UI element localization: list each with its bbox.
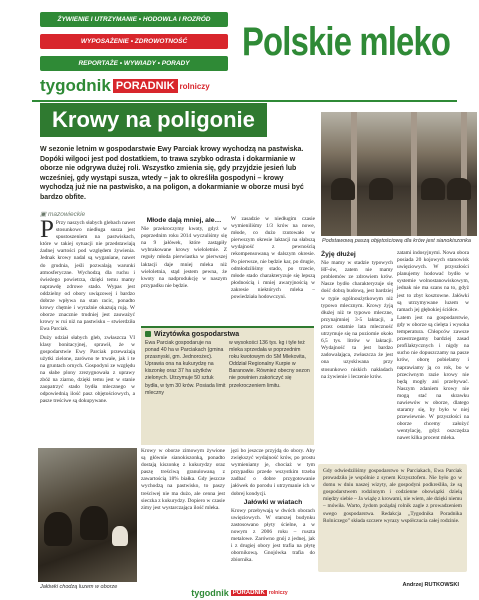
col4-paragraph-2: Krowy przebywają w dwóch oborach uwięziowych. W starszej budynku zastosowano płyty ścielne, a w nowym z 2006 roku – ruszta metalowe. Zarówno gnój z jednej, jak i z drugiej obory jest trafia na płytę obornikową. Gnojówka trafia do zbiornika. <box>231 507 315 564</box>
brand-logo <box>40 74 210 98</box>
cow-shape <box>112 526 128 546</box>
column-4 <box>321 250 393 382</box>
col1-paragraph-1-text: Przy naszych słabych glebach nawet stosunkowo niedługa susza jest spustoszeniem na pastwiskach, które w takiej sytuacji nie przedstawiają żadnej wartości pod względem żywienia. Jednak krowy nadal są wyganiane, nawet do grudnia, jeśli pozwalają warunki atmosferyczne. Wychodzą dla ruchu i świeżego powietrza, dzięki temu mamy naprawdę zdrowe stado. Wypas jest oddzielny od obory uwiązowej i bardzo dobrze wpływa na stan racic, ponadto krowy chętnie i wyraźnie okazują rują. W oborze znacznie trudniej jest zauważyć krowy w rui niż na pastwisku – stwierdziła Ewa Parciak. <box>40 220 135 333</box>
footer-poradnik: PORADNIK <box>232 590 265 596</box>
column-5 <box>397 250 469 444</box>
note-box <box>318 464 467 572</box>
photo-top-caption: Podstawową paszą objętościową dla krów jest sianokiszonka <box>322 238 471 244</box>
col2-heading: Młode dają mniej, ale… <box>146 217 222 224</box>
col1-paragraph-2: Duży udział słabych gleb, zwłaszcza VI klasy bonitacyjnej, sprawił, że w gospodarstwie Ewy Parciak przeważają użytki zielone, zarówno te trwałe, jak i te na gruntach ornych. Gospodyni ze względu na słabe plony zrezygnowała z uprawy zbóż na ziarno, dzięki temu jest w stanie zaopatrzyć stado bydła mlecznego w odpowiednią ilość pasz objętościowych, a pasze treściwe są dokupywane. <box>40 334 135 405</box>
note-text: Gdy odwiedziliśmy gospodarstwo w Parciakach, Ewa Parciak prowadziła je wspólnie z synem Krzysztofem. Nie było go w domu w dniu naszej wizyty, ale gospodyni podkreśliła, że są gospodarstwem rodzinnym i codzienne obowiązki dzielą między siebie – Ja wiążę z krowami, nie wiem, ale dzięki niemu – mówiła. Warto, żydom pożądaj rolnik zagle z prowadzeniem swego gospodarstwa. Redakcja „Tygodnika Poradnika Rolniczego” składa szczere wyrazy współczucia całej rodzinie. <box>323 468 462 524</box>
region-tag: ▣ mazowieckie <box>40 211 86 218</box>
region-tag-label: mazowieckie <box>47 211 86 218</box>
col2-paragraph: Nie przekroczymy kwoty, gdyż w poprzednim roku 2014 wyczuliśmy się na 9 jałówek, które zastąpiły wybrakowane krowy wieloletnie. Z reguły młoda pierwiastka w pierwszej laktacji daje mniej mleka niż wieloletnia, stąd jestem pewna, że kwoty na nadprodukcję w naszym przypadku nie będzie. <box>141 226 227 289</box>
column-1 <box>40 216 135 406</box>
article-lead: W sezonie letnim w gospodarstwie Ewy Parciak krowy wychodzą na pastwiska. Dopóki wilgoci jest pod dostatkiem, to trawa szybko odrasta i dokarmianie w oborze nie odgrywa dużej roli. Wszystko zmienia się, gdy przyjdzie jesień lub wcześniej, gdy wystąpi susza, wtedy – jak to określiła gospodyni – krowy wychodzą już nie na pastwisko, a na poligon, a dokarmianie w oborze musi być bardzo obfite. <box>40 146 304 201</box>
footer-rolniczy: rolniczy <box>268 590 288 596</box>
photo-bottom-caption: Jałówki chodzą luzem w oborze <box>40 584 118 590</box>
infobox-title-label: Wizytówka gospodarstwa <box>154 331 240 338</box>
category-bar-2: WYPOSAŻENIE • ZDROWOTNOŚĆ <box>40 34 228 49</box>
column-2b <box>141 448 225 513</box>
col1-paragraph-1: P Przy naszych słabych glebach nawet stosunkowo niedługa susza jest spustoszeniem na pastwiskach, które w takiej sytuacji nie przedstawiają żadnej wartości pod względem żywienia. Jednak krowy nadal są wyganiane, nawet do grudnia, jeśli pozwalają warunki atmosferyczne. Wychodzą dla ruchu i świeżego powietrza, dzięki temu mamy naprawdę zdrowe stado. Wypas jest oddzielny od obory uwiązowej i bardzo dobrze wpływa na stan racic, ponadto krowy chętnie i wyraźnie okazują rują. W oborze znacznie trudniej jest zauważyć krowy w rui niż na pastwisku – stwierdziła Ewa Parciak. <box>40 216 135 333</box>
infobox-icon <box>145 331 151 337</box>
col4-paragraph-1: Nie mamy w stadzie typowych HF-ów, zatem nie mamy problemów ze zdrowiem krów. Nasze bydło charakteryzuje się dość dobrą budową, jest bardziej w typie ogólnoużytkowym niż typowo mlecznym. Krowy żyją dłużej niż te typowo mleczne, przynajmniej 3-5 laktacji, a przez ostatnie lata mleczność utrzymuje się na poziomie około 6,5 tys. litrów w laktacji. Wydajność ta jest bardzo zadowalająca, zwłaszcza że jest ona uzyskiwana przy stosunkowo niskich nakładach na żywienie i leczenie krów. <box>321 260 393 380</box>
brand-rolniczy: rolniczy <box>179 81 210 91</box>
column-3b <box>231 448 315 566</box>
barn-post <box>411 112 417 236</box>
infobox-text-right: w wysokości 136 tys. kg i tyle też mleka sprzedała w poprzednim roku kwotowym do SM Mlekovita, Oddział Regionalny Kurpie w Baranowie. Również obecny sezon nie powinien zakończyć się przekroczeniem limitu. <box>229 340 310 389</box>
col3-paragraph: W zasadzie w niedługim czasie wymieniliśmy 1/3 krów na nowe, młode, co dużo rzutowało w pierwszym okresie laktacji na słabszą wydajność z pewnością rekompensowaną w dalszym okresie. Po pierwsze, nie będzie kar, po drugie, odmłodziliśmy stado, po trzecie, młode stado charakteryzuje się lepszą płodnością i mniej awaryjnością w zakresie niektórych mleka – powiedziała hodowczyni. <box>231 216 315 301</box>
cow-shape <box>421 178 445 200</box>
farm-infobox <box>141 326 314 445</box>
footer-logo <box>0 586 479 600</box>
column-2 <box>141 216 227 291</box>
col4-heading-2: Jałówki w wiatach <box>243 498 303 506</box>
infobox-title <box>145 331 310 338</box>
infobox-text-left: Ewa Parciak gospodaruje na ponad 40 ha w Parciakach (gmina przasnyski, gm. Jednorożec). Uprawia ona na kukurydzę na kiszonkę oraz 37 ha użytków zielonych. Utrzymuje 50 sztuk bydła, w tym 30 krów. Posiada limit mleczny <box>145 340 226 396</box>
cow-shape <box>44 512 72 546</box>
col4-heading: Żyję dłużej <box>321 251 356 258</box>
article-title: Krowy na poligonie <box>40 103 267 137</box>
footer-tygodnik: tygodnik <box>191 588 229 598</box>
barn-post <box>351 112 357 236</box>
col5-paragraph-1: zatami indosyjnymi. Nowa obora posiada 20 kojowych stanowisk uwięziowych. W przyszłości planujemy hodować bydło w systemie wolnostanowiskowym, jednak nie ma szans na to, gdyż jest to zbyt kosztowne. Jałówki są utrzymywane luzem w ramach jej głębokiej ściółce. <box>397 250 469 313</box>
col5-paragraph-2: Latem jest na gospodarstwie, gdy w oborze są cielęta i wysoka temperatura. Chłopców zawsze przestrzegamy bardziej zasad profilaktycznych i nigdy na sucho nie dopuszczamy na pasze krów, oborę pobielamy i naprawiamy ją co rok, bo w przeciwnym razie krowy nie będą mogły ani przebywać. Naszym zdaniem krowy nie mogą stać na skrawku nawiewów w oborze, dlatego staramy się, by było w niej przewiewnie. W przyszłości na oborze chcemy założyć wentylację, gdyż oszczędza nawet kilka procent mleka. <box>397 314 469 442</box>
cow-shape <box>80 506 108 540</box>
barn-post <box>461 112 467 236</box>
section-title: Polskie mleko <box>242 20 451 64</box>
header-rule <box>32 100 457 102</box>
brand-tygodnik: tygodnik <box>40 76 111 95</box>
masthead <box>0 0 479 102</box>
photo-heifers <box>38 448 137 582</box>
col3b-paragraph: jęzi bo jeszcze przyjdą do obory. Aby zwiększyć wydajność krów, po prostu wymieniamy je, chociaż w tym przypadku przede wszystkim trzeba zadbać o dobre przygotowanie jałówek do porodu i utrzymanie ich w dobrej kondycji. <box>231 448 315 497</box>
col2b-paragraph: Krowy w oborze zimowym żywione są głównie sianokiszonką, ponadto dostają kiszonkę z kukurydzy oraz paszę treściwą granulowaną z zawartością 18% białka. Gdy jeszcze wychodzą na pastwisko, to paszy treściwej nie ma dużo, ale cenna jest sieczka z kukurydzy. Dopiero w czasie zimy jest wystarczająca ilość mleka. <box>141 448 225 511</box>
category-bar-3: REPORTAŻE • WYWIADY • PORADY <box>40 56 228 71</box>
brand-poradnik: PORADNIK <box>113 79 178 93</box>
cow-shape <box>331 178 355 200</box>
cow-shape <box>369 178 393 200</box>
author-name: Andrzej RUTKOWSKI <box>402 582 459 588</box>
column-3 <box>231 216 315 302</box>
photo-barn-cows <box>321 112 477 236</box>
category-bar-1: ŻYWIENIE I UTRZYMANIE • HODOWLA I ROZRÓD <box>40 12 228 27</box>
cow-shape <box>447 178 471 200</box>
